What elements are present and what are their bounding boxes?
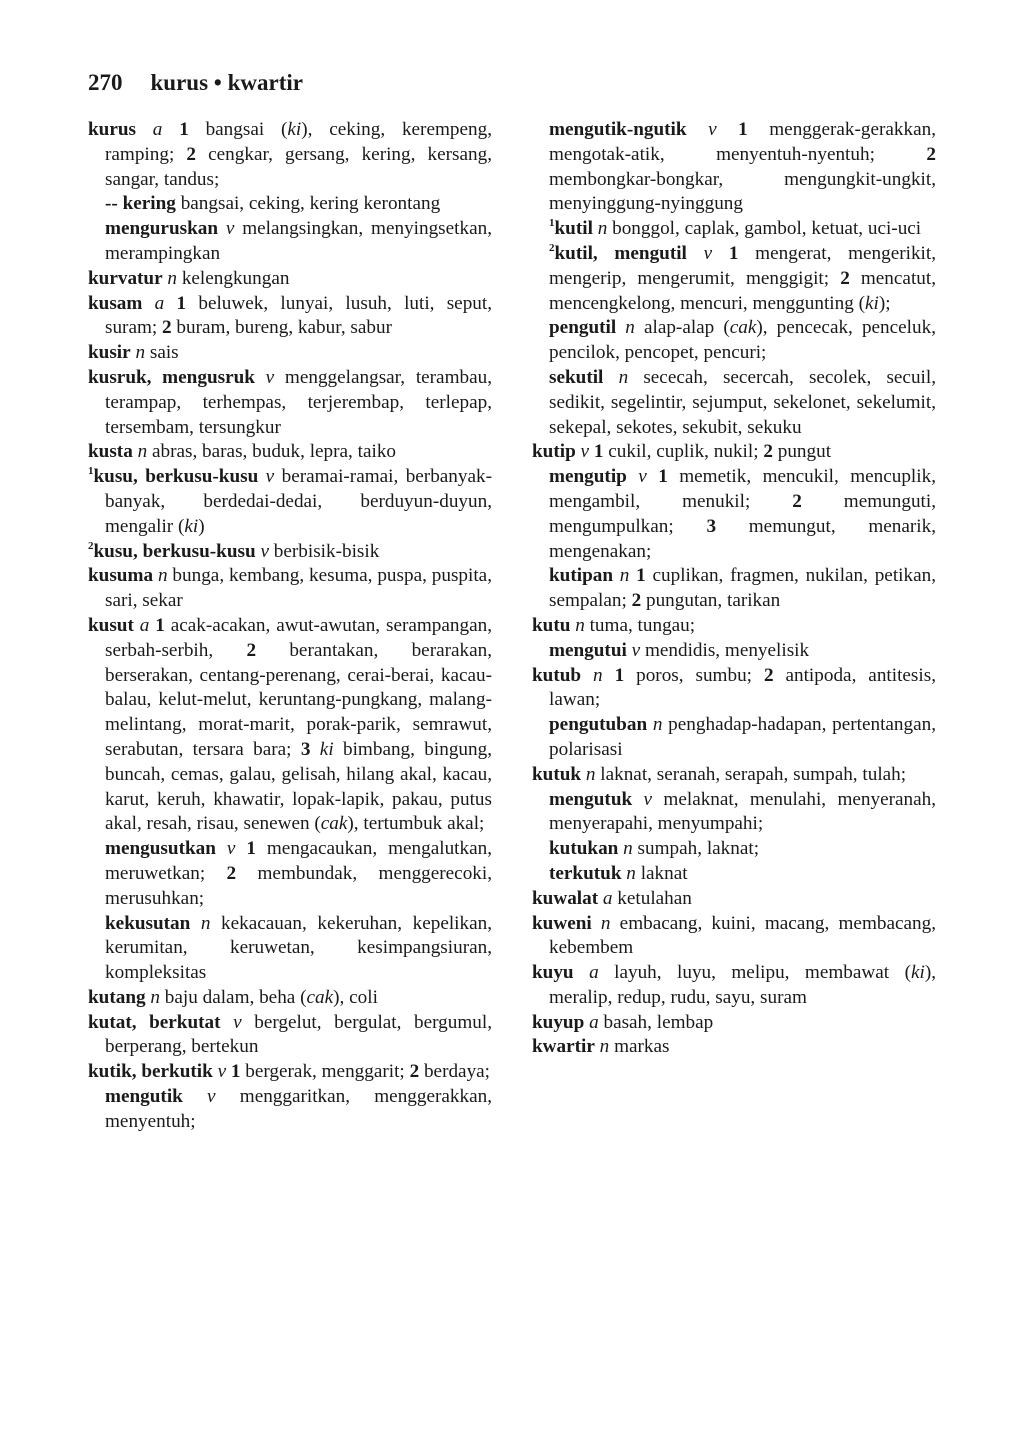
sense-number: 1 [738,119,748,140]
part-of-speech: v [265,366,275,388]
headword: terkutuk [549,862,622,884]
definition-text: poros, sumbu; [624,664,764,686]
part-of-speech: v [643,788,653,810]
headword: mengutik [105,1086,183,1108]
sense-number: 1 [176,292,187,314]
part-of-speech: n [625,317,635,339]
definition-text [136,119,153,140]
headword: kusir [88,342,131,364]
definition-text: layuh, luyu, melipu, membawat ( [598,962,911,984]
sub-entry [88,912,492,986]
part-of-speech: v [265,466,275,488]
part-of-speech: n [652,714,663,736]
sub-entry [532,862,936,887]
definition-text: melaknat, menulahi, menyeranah, menyerapahi, menyumpahi; [549,788,936,835]
sense-number: 2 [926,143,936,165]
definition-text [183,1086,207,1107]
headword: kusu, berkusu-kusu [93,466,259,488]
dictionary-entry [88,540,492,565]
headword: kekusutan [105,912,191,934]
dictionary-entry [532,763,936,788]
definition-text: kelengkungan [177,267,290,289]
dictionary-entry [532,1011,936,1036]
definition-text: ), coli [333,986,378,1008]
part-of-speech: v [207,1086,216,1108]
definition-text: baju dalam, beha ( [159,986,307,1008]
definition-text [190,913,201,934]
usage-label: cak [729,317,757,339]
sub-entry [532,366,936,440]
definition-text: ), pencecak, penceluk, pencilok, pencopet, pencuri; [549,317,936,364]
sense-number: 1 [658,466,668,488]
definition-text: mengerat, mengerikit, mengerip, mengerumit, menggigit; [549,242,936,289]
headword: kutang [88,986,146,1008]
part-of-speech: a [602,887,613,909]
sense-number: 2 [792,490,802,512]
right-column [532,118,936,1060]
definition-text: pungutan, tarikan [641,590,781,612]
dictionary-entry [88,614,492,837]
sub-entry [532,465,936,564]
dictionary-entry [532,912,936,962]
part-of-speech: a [152,119,163,140]
definition-text: ) [198,515,205,537]
sense-number: 2 [162,317,172,339]
headword: kutil, mengutil [554,242,687,264]
part-of-speech: v [580,441,590,463]
definition-text [162,119,179,140]
part-of-speech: n [167,267,178,289]
sense-number: 2 [409,1061,420,1083]
dictionary-entry [532,242,936,316]
definition-text: bangsai ( [188,119,288,140]
sub-entry [532,316,936,366]
sense-number: 3 [706,515,717,537]
headword: mengutip [549,466,627,488]
dictionary-entry [88,986,492,1011]
sub-entry [532,837,936,862]
dictionary-entry [532,1035,936,1060]
sub-entry [88,1085,492,1135]
headword: kurus [88,119,136,140]
usage-label: cak [320,813,348,835]
dictionary-entry [88,465,492,539]
sub-entry [532,788,936,838]
headword: kutil [554,218,593,240]
definition-text: bergelut, bergulat, bergumul, berperang, bertekun [105,1011,493,1058]
definition-text: cuplikan, fragmen, nukilan, petikan, sempalan; [549,565,936,612]
definition-text [142,293,154,314]
definition-text: beluwek, lunyai, lusuh, luti, seput, suram; [105,292,493,339]
homonym-number: 1 [549,217,555,230]
part-of-speech: n [575,614,585,636]
definition-text: embacang, kuini, macang, membacang, kebembem [549,912,936,959]
headword: kutub [532,664,582,686]
part-of-speech: n [157,565,168,587]
headword: kutipan [549,565,613,587]
part-of-speech: n [618,366,629,388]
definition-text: berantakan, berarakan, berserakan, centang-perenang, cerai-berai, kacau-balau, kelut-melut, keruntang-pungkang, malang-melintang, morat-marit, porak-parik, semrawut, serabutan, tersara bara; [105,639,493,760]
homonym-number: 1 [88,465,94,478]
usage-label: ki [910,962,925,984]
headword: kurvatur [88,267,163,289]
headword: pengutil [549,317,617,339]
part-of-speech: v [217,1061,227,1083]
headword: sekutil [549,366,604,388]
definition-text [627,466,638,487]
headword: mengutui [549,639,627,661]
definition-text [258,466,265,487]
definition-text [717,119,739,140]
definition-text: melangsingkan, menyingsetkan, merampingkan [105,218,492,264]
definition-text: ), ceking, kerempeng, ramping; [105,119,492,165]
definition-text [574,962,589,983]
definition-text: laknat [635,862,688,884]
definition-text: bergerak, menggarit; [240,1061,410,1083]
headword: kutu [532,614,571,636]
sense-number: 2 [763,441,773,463]
sense-number: 2 [631,590,642,612]
definition-text [687,119,709,140]
definition-text: mengacaukan, mengalutkan, meruwetkan; [105,838,493,884]
definition-text: kekacauan, kekeruhan, kepelikan, kerumitan, keruwetan, kesimpangsiuran, kompleksitas [105,912,493,984]
definition-text: pungut [772,441,832,463]
headword: kusu, berkusu-kusu [93,540,256,562]
part-of-speech: n [585,763,596,785]
part-of-speech: n [150,986,160,1008]
definition-text: ); [878,292,891,314]
definition-text: bunga, kembang, kesuma, puspa, puspita, sari, sekar [105,565,492,612]
sense-number: 1 [593,441,604,463]
headword: pengutuban [549,714,648,736]
part-of-speech: a [589,1011,599,1033]
part-of-speech: v [631,639,641,661]
headword: kuyup [532,1011,585,1033]
part-of-speech: v [225,218,235,240]
sub-entry [532,639,936,664]
definition-text: tuma, tungau; [584,614,696,636]
homonym-number: 2 [88,539,94,552]
dictionary-entry [532,887,936,912]
definition-text: ketulahan [612,887,692,909]
sub-entry [532,713,936,763]
dictionary-entry [532,664,936,714]
dictionary-entry [88,341,492,366]
dictionary-entry [88,564,492,614]
dictionary-entry [88,118,492,192]
left-column [88,118,492,1135]
definition-text: mencatut, mencengkelong, mencuri, menggunting ( [549,267,936,314]
definition-text: membundak, menggerecoki, merusuhkan; [105,862,493,909]
page-number: 270 [88,70,123,95]
definition-text: basah, lembap [598,1011,714,1033]
sense-number: 2 [763,664,774,686]
dictionary-entry [532,440,936,465]
definition-text [216,838,227,859]
usage-label: ki [864,292,879,314]
definition-text: berdaya; [419,1061,491,1083]
headword: kwartir [532,1036,595,1058]
definition-text [164,293,176,314]
sense-number: 3 [300,738,311,760]
definition-text: ), tertumbuk akal; [347,813,485,835]
part-of-speech: n [626,862,636,884]
dictionary-entry [88,366,492,440]
part-of-speech: a [154,292,165,314]
headword: kuyu [532,962,574,984]
homonym-number: 2 [549,241,555,254]
definition-text: abras, baras, buduk, lepra, taiko [147,441,397,463]
definition-text: sumpah, laknat; [632,838,760,860]
definition-text: cengkar, gersang, kering, kersang, sangar, tandus; [105,143,492,190]
sense-number: 2 [840,267,850,289]
headword: kusruk, mengusruk [88,366,255,388]
definition-text: menggelangsar, terambau, terampap, terhempas, terjerembap, terlepap, tersembam, tersungkur [105,366,492,438]
definition-text [603,665,615,686]
definition-text: acak-acakan, awut-awutan, serampangan, serbah-serbih, [105,614,492,661]
dictionary-entry [88,440,492,465]
dictionary-entry [88,1060,492,1085]
part-of-speech: n [200,912,211,934]
dictionary-entry [532,217,936,242]
sub-entry [88,192,492,217]
headword: kutuk [532,763,582,785]
page-range: kurus • kwartir [150,70,303,95]
headword: mengusutkan [105,838,216,860]
part-of-speech: v [226,838,236,860]
definition-text [616,317,625,338]
definition-text [221,1012,234,1033]
definition-text: ), meralip, redup, rudu, sayu, suram [549,962,937,1008]
dictionary-entry [532,961,936,1011]
part-of-speech: a [589,962,599,984]
definition-text: antipoda, antitesis, lawan; [549,664,936,711]
part-of-speech: v [708,119,717,140]
sense-number: 1 [179,119,189,140]
definition-text [592,913,601,934]
part-of-speech: n [600,912,611,934]
definition-text: buram, bureng, kabur, sabur [171,317,392,339]
definition-text: memunguti, mengumpulkan; [549,490,936,537]
headword: kuweni [532,912,592,934]
definition-text: mendidis, menyelisik [640,639,810,661]
part-of-speech: n [619,565,630,587]
definition-text [581,665,593,686]
headword: kusam [88,292,143,314]
sub-entry [532,564,936,614]
definition-text: memungut, menarik, mengenakan; [549,515,937,562]
definition-text [613,565,620,586]
headword: mengutuk [549,788,633,810]
headword: kusut [88,614,134,636]
definition-text: memetik, mencukil, mencuplik, mengambil, menukil; [549,466,936,512]
usage-label: cak [306,986,334,1008]
sense-number: 1 [246,838,256,860]
sense-number: 2 [186,143,196,165]
sense-number: 1 [728,242,739,264]
part-of-speech: a [139,614,150,636]
headword: kuwalat [532,887,599,909]
headword: kutukan [549,838,619,860]
definition-text: markas [609,1036,670,1058]
definition-text: sececah, secercah, secolek, secuil, sedikit, segelintir, sejumput, sekelonet, sekelumit, sekepal, sekotes, sekubit, sekuku [549,366,936,438]
definition-text [647,466,658,487]
definition-text: bangsai, ceking, kering kerontang [175,193,441,215]
sense-number: 1 [230,1061,241,1083]
definition-text: cukil, cuplik, nukil; [603,441,764,463]
definition-text: penghadap-hadapan, pertentangan, polarisasi [549,714,937,760]
definition-text [712,243,729,264]
part-of-speech: n [137,441,148,463]
headword: kutat, berkutat [88,1011,221,1033]
part-of-speech: n [135,342,146,364]
sub-entry [88,837,492,911]
headword: mengutik-ngutik [549,119,687,140]
usage-label: ki [184,515,199,537]
part-of-speech: v [703,242,713,264]
definition-text: beramai-ramai, berbanyak-banyak, berdedai-dedai, berduyun-duyun, mengalir ( [105,466,492,537]
part-of-speech: v [233,1011,242,1033]
sense-number: 2 [226,862,237,884]
definition-text [603,367,618,388]
sense-number: 1 [614,664,625,686]
definition-text [632,789,643,810]
headword: menguruskan [105,218,219,240]
part-of-speech: n [593,664,603,686]
definition-text: bimbang, bingung, buncah, cemas, galau, gelisah, hilang akal, kacau, karut, keruh, khawatir, lopak-lapik, pakau, putus akal, resah, risau, senewen ( [105,738,492,835]
usage-label: ki [287,119,302,140]
sense-number: 1 [636,565,646,587]
headword: -- kering [105,193,176,215]
definition-text: laknat, seranah, serapah, sumpah, tulah; [595,763,907,785]
dictionary-entry [88,267,492,292]
part-of-speech: n [623,838,633,860]
usage-label: ki [319,738,334,760]
definition-text: berbisik-bisik [268,540,380,562]
definition-text [235,838,246,859]
definition-text: sais [145,342,179,364]
sense-number: 2 [246,639,257,661]
sub-entry [88,217,492,267]
part-of-speech: n [597,218,608,240]
part-of-speech: n [599,1036,610,1058]
dictionary-entry [88,292,492,342]
headword: kutik, berkutik [88,1061,213,1083]
part-of-speech: v [260,540,269,562]
definition-text [310,739,319,760]
definition-text [255,367,266,388]
definition-text: menggaritkan, menggerakkan, menyentuh; [105,1086,492,1132]
dictionary-entry [88,1011,492,1061]
headword: kusta [88,441,133,463]
sense-number: 1 [155,614,165,636]
definition-text: bonggol, caplak, gambol, ketuat, uci-uci [607,218,922,240]
definition-text [218,218,226,239]
headword: kutip [532,441,576,463]
definition-text: menggerak-gerakkan, mengotak-atik, menyentuh-nyentuh; [549,119,936,165]
part-of-speech: v [638,466,647,488]
definition-text: alap-alap ( [634,317,730,339]
headword: kusuma [88,565,154,587]
definition-text: membongkar-bongkar, mengungkit-ungkit, menyinggung-nyinggung [549,168,936,215]
dictionary-entry [532,614,936,639]
sub-entry [532,118,936,217]
page-header [88,70,303,96]
definition-text [687,243,704,264]
